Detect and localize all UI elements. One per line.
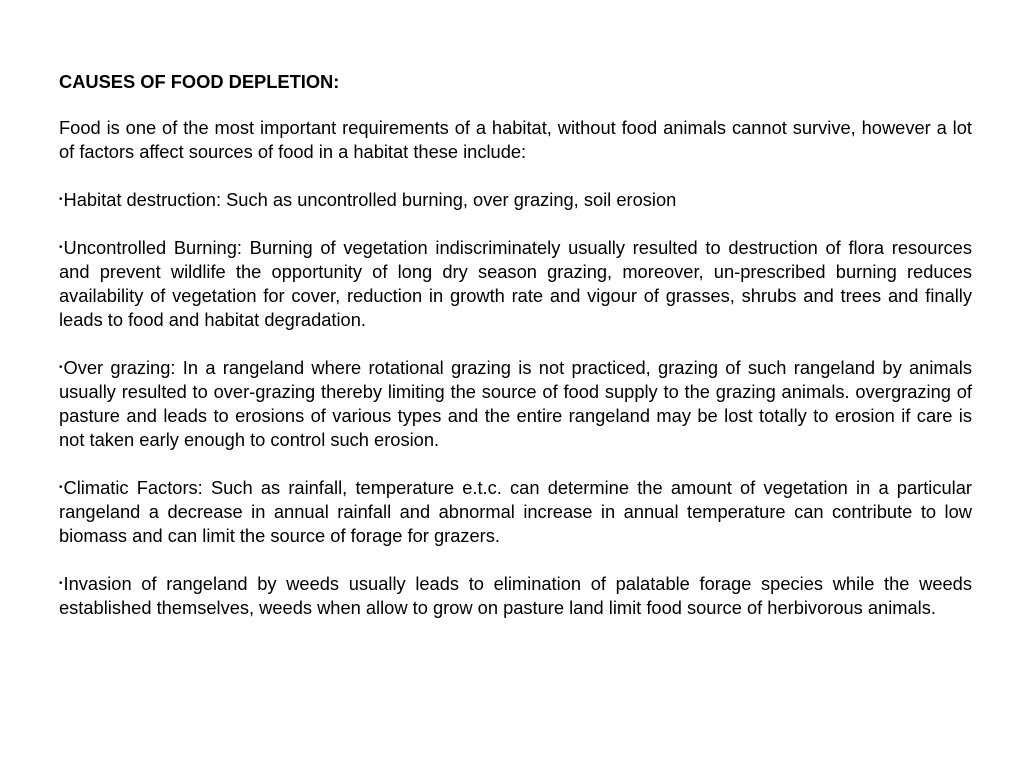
list-item-text: Uncontrolled Burning: Burning of vegetation indiscriminately usually resulted to destruction of flora resources and prevent wildlife the opportunity of long dry season grazing, moreover, un-prescribed burning reduces availability of vegetation for cover, reduction in growth rate and vigour of grasses, shrubs and trees and finally leads to food and habitat degradation. (59, 237, 972, 330)
page-title: CAUSES OF FOOD DEPLETION: (59, 71, 340, 92)
list-item-text: Climatic Factors: Such as rainfall, temperature e.t.c. can determine the amount of vegetation in a particular rangeland a decrease in annual rainfall and abnormal increase in annual temperature can contribute to low biomass and can limit the source of forage for grazers. (59, 477, 972, 546)
bullet-icon: • (59, 578, 63, 589)
list-item-text: Habitat destruction: Such as uncontrolled burning, over grazing, soil erosion (63, 189, 677, 210)
list-item (59, 476, 972, 548)
list-item-text: Over grazing: In a rangeland where rotational grazing is not practiced, grazing of such rangeland by animals usually resulted to over-grazing thereby limiting the source of food supply to the grazing animals. overgrazing of pasture and leads to erosions of various types and the entire rangeland may be lost totally to erosion if care is not taken early enough to control such erosion. (59, 357, 972, 450)
list-item (59, 572, 972, 620)
bullet-icon: • (59, 482, 63, 493)
bullet-icon: • (59, 242, 63, 253)
bullet-icon: • (59, 194, 63, 205)
intro-paragraph: Food is one of the most important requirements of a habitat, without food animals cannot survive, however a lot of factors affect sources of food in a habitat these include: (59, 117, 972, 162)
list-item (59, 236, 972, 332)
bullet-icon: • (59, 362, 63, 373)
list-item (59, 188, 972, 212)
slide-content (59, 70, 972, 644)
list-item-text: Invasion of rangeland by weeds usually leads to elimination of palatable forage species while the weeds established themselves, weeds when allow to grow on pasture land limit food source of herbivorous animals. (59, 573, 972, 618)
list-item (59, 356, 972, 452)
